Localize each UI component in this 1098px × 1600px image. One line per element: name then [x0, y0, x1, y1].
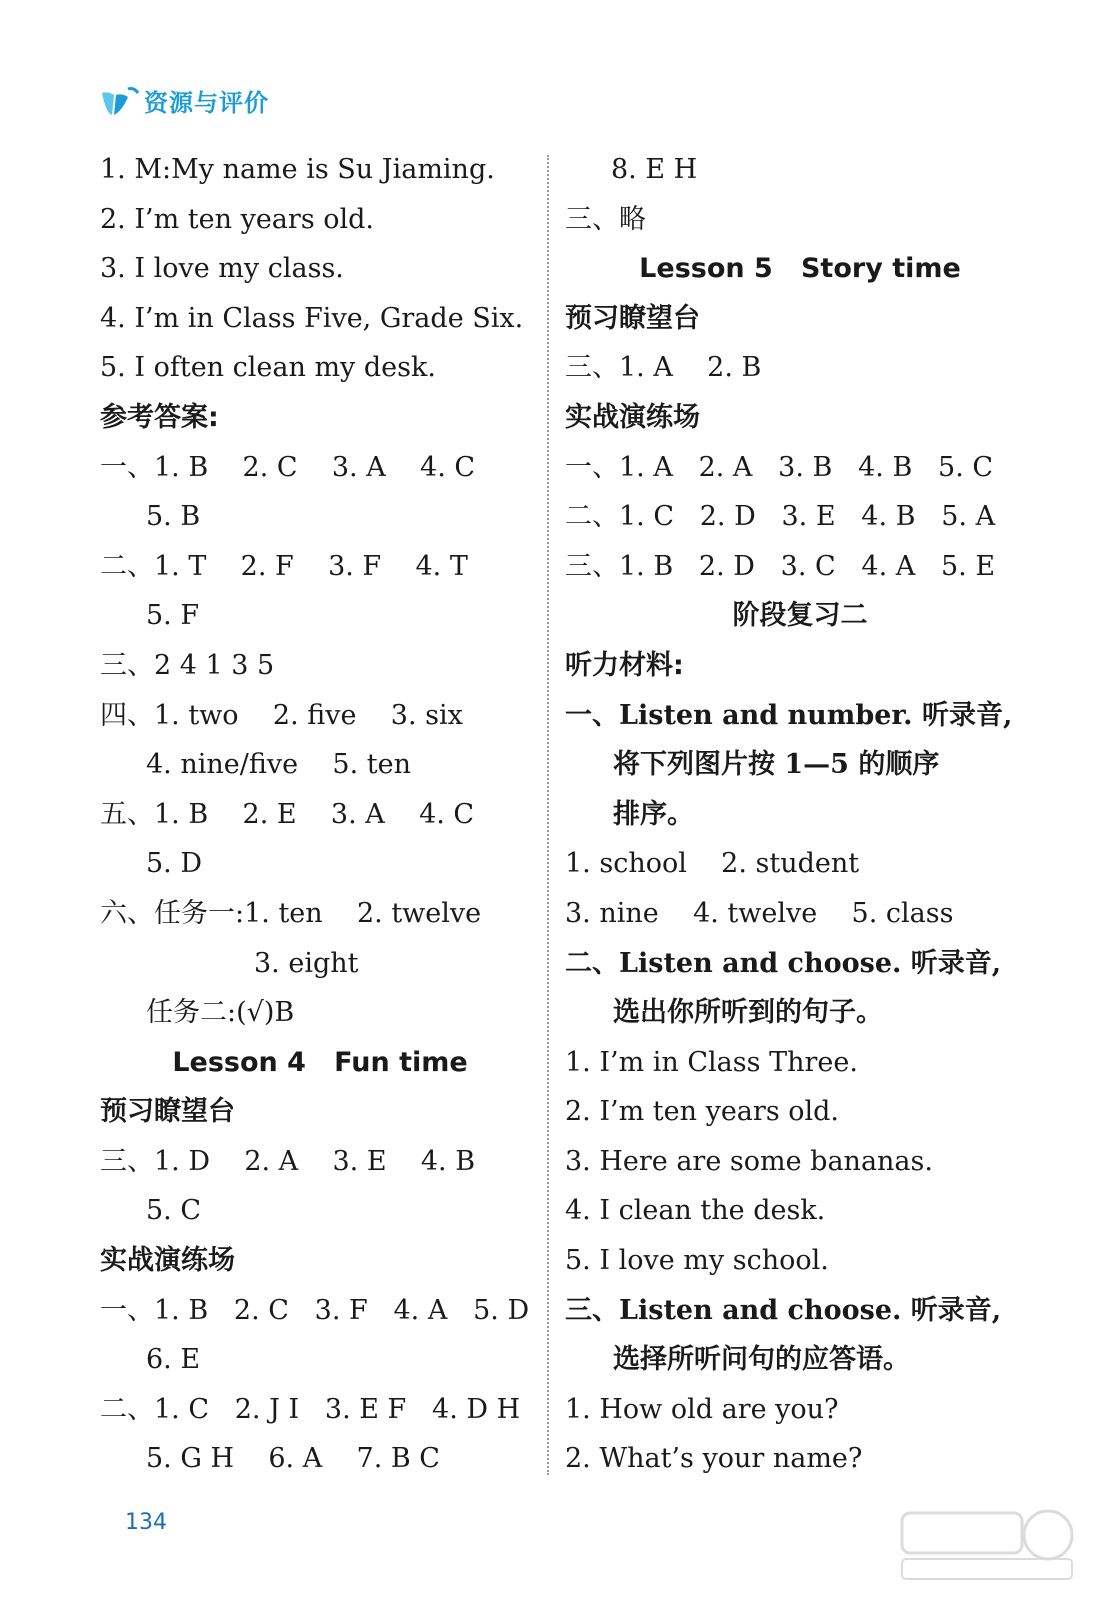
right-column-line: 三、略	[565, 203, 646, 235]
left-column-line: 5. F	[146, 600, 200, 632]
left-column-line: 参考答案:	[100, 401, 219, 433]
left-column-line: 4. I’m in Class Five, Grade Six.	[100, 302, 524, 334]
right-column-line: 三、1. A 2. B	[565, 352, 762, 384]
right-column-line: 三、Listen and choose. 听录音,	[565, 1294, 1002, 1326]
left-column-line: 任务二:(√)B	[146, 997, 295, 1029]
right-column-line: 将下列图片按 1—5 的顺序	[613, 749, 940, 781]
left-column-line: 2. I’m ten years old.	[100, 203, 375, 235]
right-column-line: 3. Here are some bananas.	[565, 1145, 933, 1177]
right-column-line: 二、Listen and choose. 听录音,	[565, 947, 1002, 979]
left-column-line: 5. D	[146, 848, 202, 880]
right-column-line: 三、1. B 2. D 3. C 4. A 5. E	[565, 550, 996, 582]
right-column-line: 2. I’m ten years old.	[565, 1096, 840, 1128]
left-column-line: 一、1. B 2. C 3. A 4. C	[100, 451, 476, 483]
left-column-line: 预习瞭望台	[100, 1096, 235, 1128]
right-column-line: 选择所听问句的应答语。	[613, 1344, 910, 1376]
right-column-line: 4. I clean the desk.	[565, 1195, 826, 1227]
watermark-logo-icon	[898, 1505, 1078, 1585]
left-column-line: 5. I often clean my desk.	[100, 352, 436, 384]
right-column-line: 1. school 2. student	[565, 848, 860, 880]
right-column-line: 阶段复习二	[732, 600, 868, 632]
left-column-line: 四、1. two 2. five 3. six	[100, 699, 463, 731]
page-number: 134	[125, 1510, 167, 1535]
book-logo-icon	[100, 83, 140, 117]
column-divider	[547, 155, 549, 1475]
left-column-line: 实战演练场	[100, 1245, 235, 1277]
right-column-line: 5. I love my school.	[565, 1245, 829, 1277]
left-column-line: 六、任务一:1. ten 2. twelve	[100, 897, 482, 929]
right-column-line: 听力材料:	[565, 649, 684, 681]
left-column-line: 1. M:My name is Su Jiaming.	[100, 154, 495, 185]
left-column-line: 6. E	[146, 1344, 201, 1376]
left-column	[100, 145, 540, 1484]
left-column-line: 五、1. B 2. E 3. A 4. C	[100, 798, 475, 830]
right-column-line: 实战演练场	[565, 401, 700, 433]
right-column-line: Lesson 5 Story time	[639, 253, 961, 285]
page-header	[100, 78, 269, 122]
left-column-line: 3. I love my class.	[100, 253, 344, 285]
right-column-line: 8. E H	[611, 154, 698, 185]
left-column-line: 二、1. T 2. F 3. F 4. T	[100, 550, 468, 582]
left-column-line: 4. nine/five 5. ten	[146, 749, 411, 781]
left-column-line: 3. eight	[254, 947, 359, 979]
right-column	[565, 145, 1035, 1484]
left-column-line: Lesson 4 Fun time	[172, 1046, 468, 1078]
right-column-line: 一、Listen and number. 听录音,	[565, 699, 1013, 731]
right-column-line: 1. I’m in Class Three.	[565, 1046, 858, 1078]
right-column-line: 选出你所听到的句子。	[613, 997, 883, 1029]
right-column-line: 1. How old are you?	[565, 1393, 839, 1425]
left-column-line: 三、2 4 1 3 5	[100, 649, 275, 681]
right-column-line: 2. What’s your name?	[565, 1443, 863, 1475]
left-column-line: 5. G H 6. A 7. B C	[146, 1443, 440, 1475]
right-column-line: 一、1. A 2. A 3. B 4. B 5. C	[565, 451, 994, 483]
left-column-line: 一、1. B 2. C 3. F 4. A 5. D	[100, 1294, 530, 1326]
left-column-line: 三、1. D 2. A 3. E 4. B	[100, 1145, 476, 1177]
left-column-line: 5. B	[146, 501, 201, 533]
header-title: 资源与评价	[144, 88, 269, 117]
left-column-line: 5. C	[146, 1195, 202, 1227]
left-column-line: 二、1. C 2. J I 3. E F 4. D H	[100, 1393, 521, 1425]
right-column-line: 预习瞭望台	[565, 302, 700, 334]
right-column-line: 二、1. C 2. D 3. E 4. B 5. A	[565, 501, 996, 533]
right-column-line: 3. nine 4. twelve 5. class	[565, 897, 954, 929]
right-column-line: 排序。	[613, 798, 694, 830]
